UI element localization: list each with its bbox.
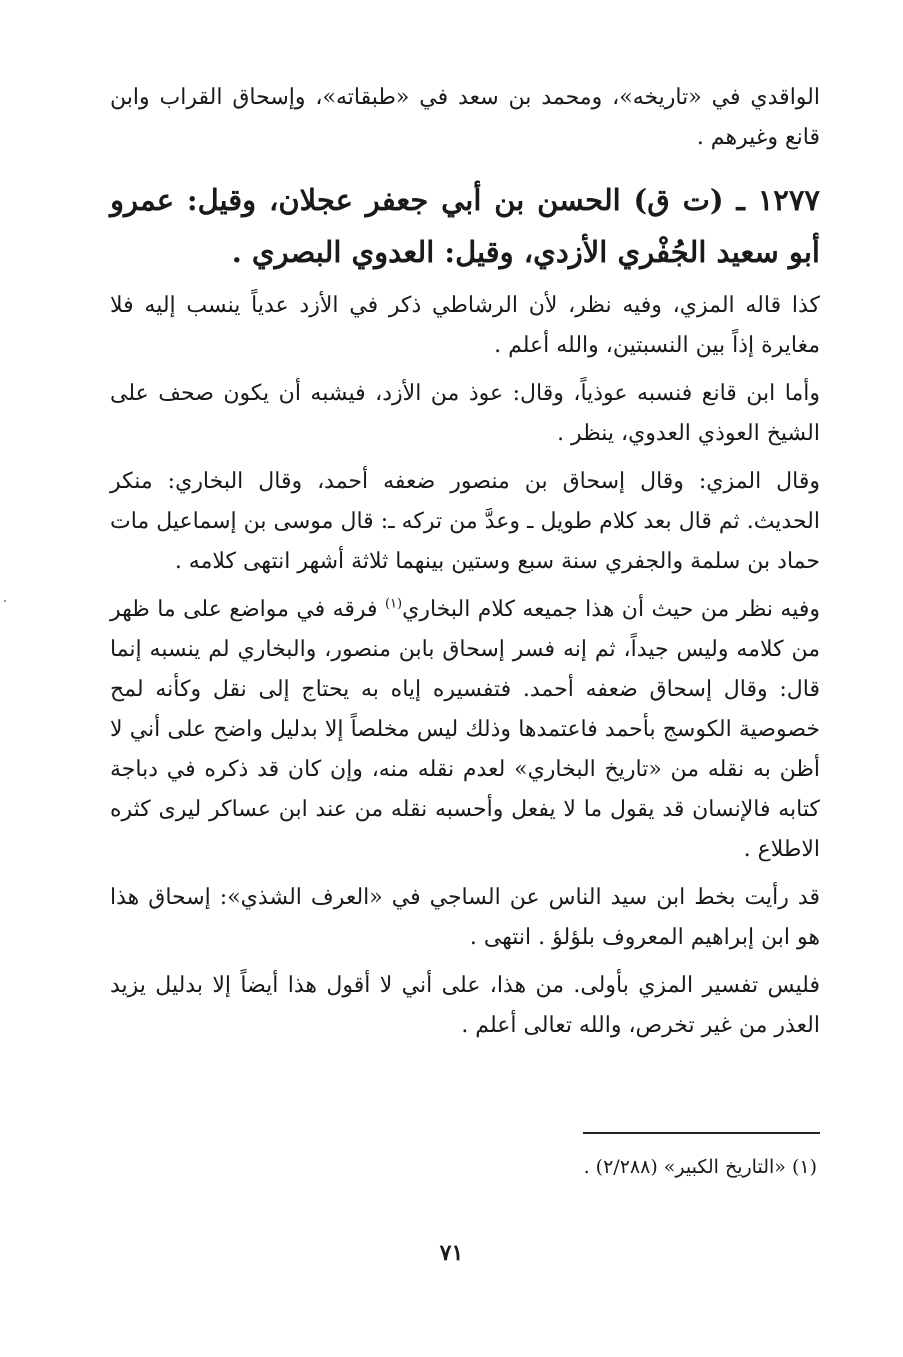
page-number: ٧١ [439,1240,464,1266]
footnote: (١) «التاريخ الكبير» (٢/٢٨٨) . [583,1156,817,1178]
entry-heading: ١٢٧٧ ـ (ت ق) الحسن بن أبي جعفر عجلان، وقيل: عمرو أبو سعيد الجُفْري الأزدي، وقيل: العدوي البصري . [110,183,820,269]
paragraph-3: وأما ابن قانع فنسبه عوذياً، وقال: عوذ من الأزد، فيشبه أن يكون صحف على الشيخ العوذي العدوي، ينظر . [110,381,820,446]
paragraph-6: قد رأيت بخط ابن سيد الناس عن الساجي في «العرف الشذي»: إسحاق هذا هو ابن إبراهيم المعروف بلؤلؤ . انتهى . [110,885,820,950]
paragraph-5 [110,590,820,870]
margin-mark [4,600,6,602]
paragraph-7: فليس تفسير المزي بأولى. من هذا، على أني لا أقول هذا أيضاً إلا بدليل يزيد العذر من غير تخرص، والله تعالى أعلم . [110,973,820,1038]
footnote-marker: (١) [384,596,403,612]
page-body [110,78,820,1046]
paragraph-5-rest: فرقه في مواضع على ما ظهر من كلامه وليس جيداً، ثم إنه فسر إسحاق بابن منصور، والبخاري لم ينسبه إنما قال: وقال إسحاق ضعفه أحمد. فتفسيره إياه به يحتاج إلى نقل وكأنه لمح خصوصية الكوسج بأحمد فاعتمدها وذلك ليس مخلصاً إلا بدليل واضح على أني لا أظن به نقله من «تاريخ البخاري» لعدم نقله منه، وإن كان قد ذكره في دباجة كتابه فالإنسان قد يقول ما لا يفعل وأحسبه نقله من عند ابن عساكر ليرى كثره الاطلاع . [110,597,820,862]
footnote-divider [583,1132,820,1134]
paragraph-4: وقال المزي: وقال إسحاق بن منصور ضعفه أحمد، وقال البخاري: منكر الحديث. ثم قال بعد كلام طويل ـ وعدَّ من تركه ـ: قال موسى بن إسماعيل مات حماد بن سلمة والجفري سنة سبع وستين بينهما ثلاثة أشهر انتهى كلامه . [110,469,820,574]
paragraph-1: الواقدي في «تاريخه»، ومحمد بن سعد في «طبقاته»، وإسحاق القراب وابن قانع وغيرهم . [110,85,820,150]
paragraph-5-start: وفيه نظر من حيث أن هذا جميعه كلام البخاري [402,597,820,622]
paragraph-2: كذا قاله المزي، وفيه نظر، لأن الرشاطي ذكر في الأزد عدياً ينسب إليه فلا مغايرة إذاً بين النسبتين، والله أعلم . [110,293,820,358]
